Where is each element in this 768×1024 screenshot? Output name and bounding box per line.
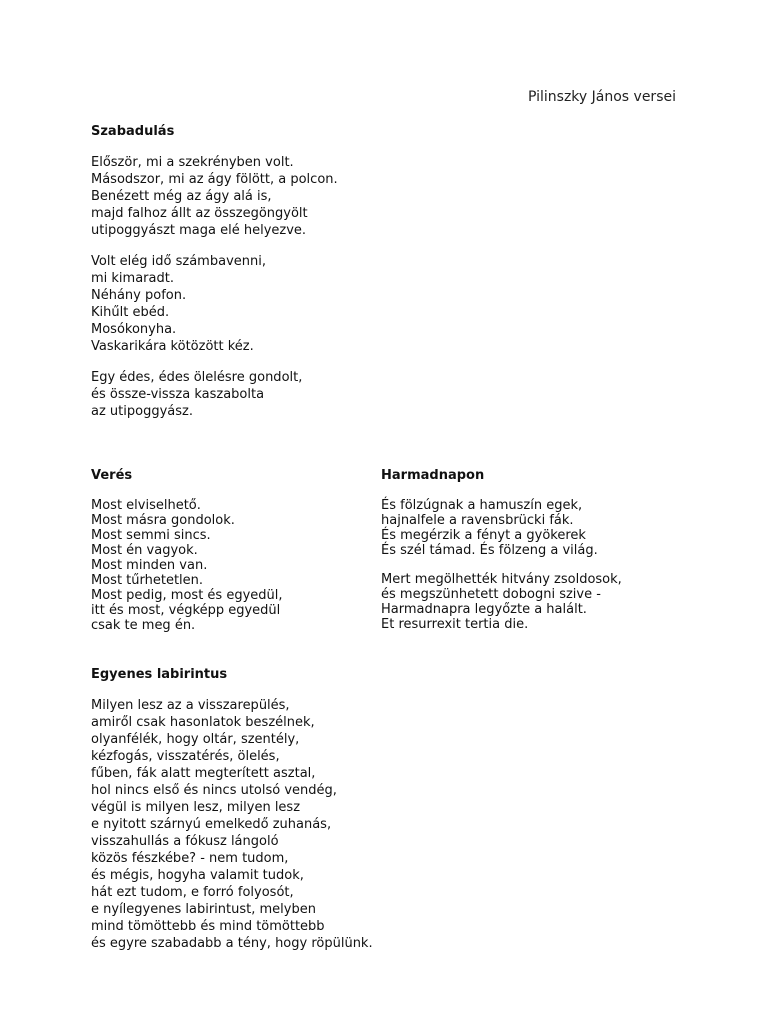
- poem-line: Most én vagyok.: [91, 543, 198, 558]
- poem-line: kézfogás, visszatérés, ölelés,: [91, 749, 280, 764]
- poem-line: Milyen lesz az a visszarepülés,: [91, 698, 290, 713]
- poem-line: és össze-vissza kaszabolta: [91, 387, 265, 402]
- poem-line: Mert megölhették hitvány zsoldosok,: [381, 572, 622, 587]
- poem-line: Most semmi sincs.: [91, 528, 211, 543]
- poem-line: Most minden van.: [91, 558, 208, 573]
- poem-title: Egyenes labirintus: [91, 667, 228, 682]
- poem-line: Először, mi a szekrényben volt.: [91, 155, 294, 170]
- stanza: [91, 498, 283, 633]
- poem-line: hajnalfele a ravensbrücki fák.: [381, 513, 574, 528]
- stanza: [91, 154, 338, 239]
- poem-line: utipoggyászt maga elé helyezve.: [91, 223, 307, 238]
- poem-line: visszahullás a fókusz lángoló: [91, 834, 279, 849]
- poem-line: És megérzik a fényt a gyökerek: [381, 528, 586, 543]
- poem-line: és megszünhetett dobogni szive -: [381, 587, 601, 602]
- poem-line: közös fészkébe? - nem tudom,: [91, 851, 289, 866]
- poem-line: Benézett még az ágy alá is,: [91, 189, 272, 204]
- poem-veres: [91, 467, 283, 647]
- poem-line: Mosókonyha.: [91, 322, 177, 337]
- poem-title: Verés: [91, 468, 133, 483]
- poem-line: hol nincs első és nincs utolsó vendég,: [91, 783, 337, 798]
- poem-line: mi kimaradt.: [91, 271, 174, 286]
- poem-line: Másodszor, mi az ágy fölött, a polcon.: [91, 172, 338, 187]
- poem-line: Most elviselhető.: [91, 498, 201, 513]
- poem-line: fűben, fák alatt megterített asztal,: [91, 766, 316, 781]
- poem-line: itt és most, végképp egyedül: [91, 603, 281, 618]
- poem-line: És fölzúgnak a hamuszín egek,: [381, 498, 583, 513]
- poem-line: Most másra gondolok.: [91, 513, 235, 528]
- poem-line: Kihűlt ebéd.: [91, 305, 170, 320]
- document-header: Pilinszky János versei: [527, 89, 676, 105]
- poem-line: Most tűrhetetlen.: [91, 573, 204, 588]
- poem-line: Egy édes, édes ölelésre gondolt,: [91, 370, 303, 385]
- poem-line: olyanfélék, hogy oltár, szentély,: [91, 732, 300, 747]
- poem-szabadulas: [91, 123, 338, 434]
- poem-line: Et resurrexit tertia die.: [381, 617, 529, 632]
- poem-title: Harmadnapon: [381, 468, 485, 483]
- poem-line: az utipoggyász.: [91, 404, 193, 419]
- poem-line: Volt elég idő számbavenni,: [91, 254, 266, 269]
- stanza: [381, 498, 622, 558]
- poem-line: És szél támad. És fölzeng a világ.: [381, 543, 598, 558]
- poem-line: Néhány pofon.: [91, 288, 187, 303]
- stanza: [91, 697, 373, 952]
- stanza: [381, 572, 622, 632]
- poem-line: Most pedig, most és egyedül,: [91, 588, 283, 603]
- poem-line: e nyitott szárnyú emelkedő zuhanás,: [91, 817, 332, 832]
- poem-line: Vaskarikára kötözött kéz.: [91, 339, 254, 354]
- stanza: [91, 253, 338, 355]
- poem-harmadnapon: [381, 467, 622, 646]
- poem-line: amiről csak hasonlatok beszélnek,: [91, 715, 315, 730]
- poem-line: és mégis, hogyha valamit tudok,: [91, 868, 304, 883]
- poem-line: Harmadnapra legyőzte a halált.: [381, 602, 587, 617]
- poem-line: csak te meg én.: [91, 618, 196, 633]
- poem-line: majd falhoz állt az összegöngyölt: [91, 206, 308, 221]
- poem-line: hát ezt tudom, e forró folyosót,: [91, 885, 294, 900]
- poem-line: és egyre szabadabb a tény, hogy röpülünk.: [91, 936, 373, 951]
- poem-egyenes-labirintus: [91, 666, 373, 966]
- poem-title: Szabadulás: [91, 124, 175, 139]
- poem-line: e nyílegyenes labirintust, melyben: [91, 902, 316, 917]
- poem-line: végül is milyen lesz, milyen lesz: [91, 800, 301, 815]
- poem-line: mind tömöttebb és mind tömöttebb: [91, 919, 325, 934]
- stanza: [91, 369, 338, 420]
